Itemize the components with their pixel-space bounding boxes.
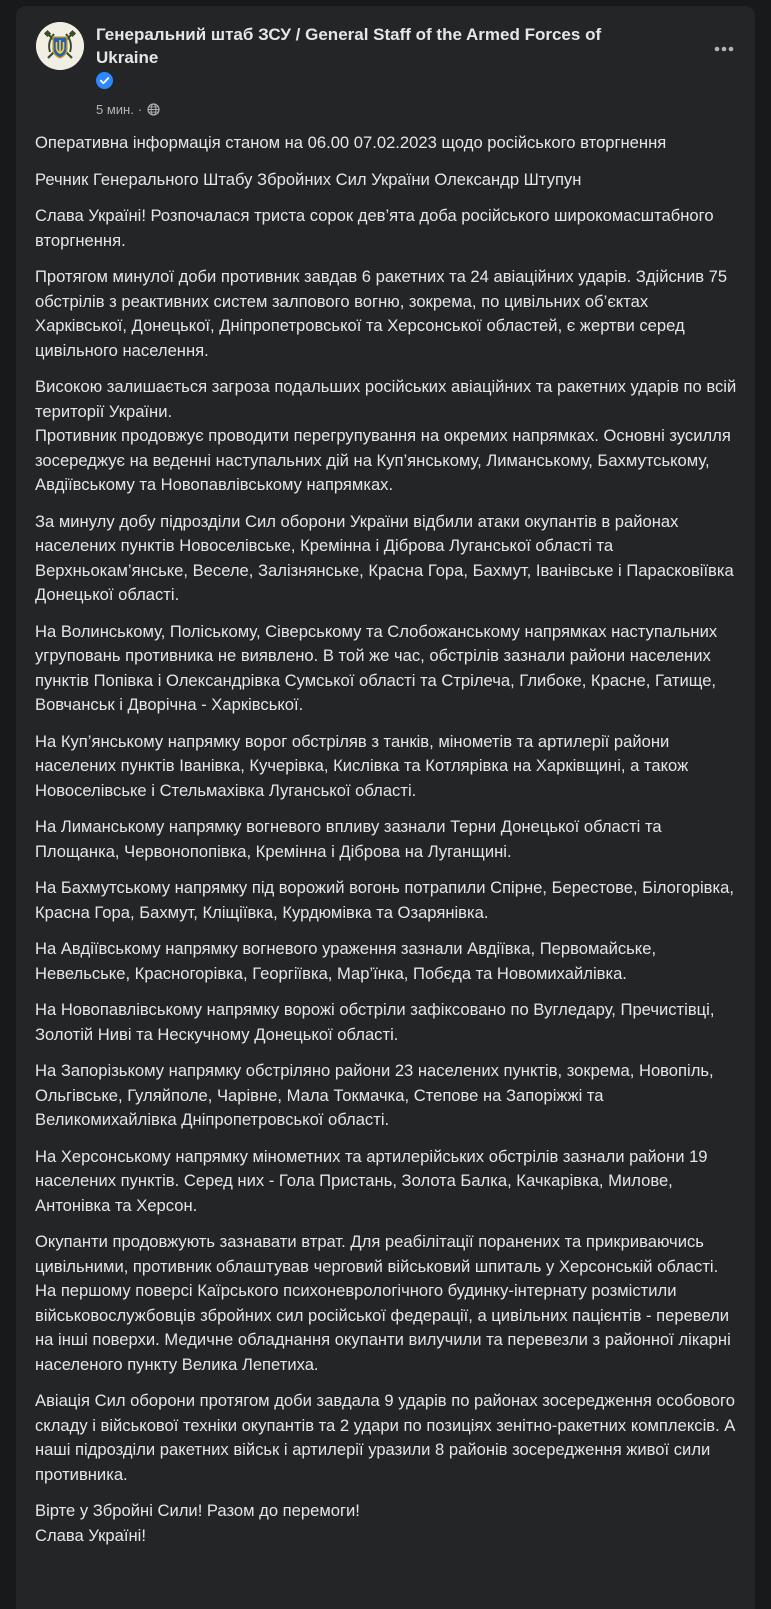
more-options-icon bbox=[714, 46, 734, 52]
more-options-button[interactable] bbox=[706, 31, 742, 67]
post-paragraph: Речник Генерального Штабу Збройних Сил України Олександр Штупун bbox=[35, 169, 582, 189]
post-paragraph: Окупанти продовжують зазнавати втрат. Для реабілітації поранених та прикриваючись цивільними, противник облаштував черговий військовий шпиталь у Херсонській області. На першому поверсі Каїрського психоневрологічного будинку-інтернату розмістили військовослужбовців збройних сил російської федерації, а цивільних пацієнтів - перевели на інші поверхи. Медичне обладнання окупанти вилучили та перевезли з районної лікарні населеного пункту Велика Лепетиха. bbox=[35, 1232, 731, 1374]
verified-badge-icon bbox=[96, 72, 113, 89]
page-name-link[interactable]: Генеральний штаб ЗСУ / General Staff of the Armed Forces of Ukraine bbox=[96, 25, 602, 67]
post-paragraph: На Бахмутському напрямку під ворожий вогонь потрапили Спірне, Берестове, Білогорівка, Красна Гора, Бахмут, Кліщіївка, Курдюмівка та Озарянівка. bbox=[35, 878, 734, 922]
post-text bbox=[35, 131, 740, 1560]
post-paragraph: На Лиманському напрямку вогневого впливу зазнали Терни Донецької області та Площанка, Червонопопівка, Кремінна і Діброва на Луганщині. bbox=[35, 817, 662, 861]
post-card bbox=[16, 6, 755, 1609]
post-meta bbox=[96, 99, 160, 119]
page-avatar[interactable] bbox=[36, 22, 84, 70]
post-paragraph: Протягом минулої доби противник завдав 6 ракетних та 24 авіаційних ударів. Здійснив 75 обстрілів з реактивних систем залпового вогню, зокрема, по цивільних об’єктах Харківської, Донецької, Дніпропетровської та Херсонської областей, є жертви серед цивільного населення. bbox=[35, 267, 728, 360]
post-paragraph: На Волинському, Поліському, Сіверському та Слобожанському напрямках наступальних угруповань противника не виявлено. В той же час, обстрілів зазнали райони населених пунктів Попівка і Олександрівка Сумської області та Стрілеча, Глибоке, Красне, Гатище, Вовчанськ і Дворічна - Харківської. bbox=[35, 621, 718, 714]
post-header bbox=[16, 6, 755, 124]
post-paragraph: Авіація Сил оборони протягом доби завдала 9 ударів по районах зосередження особового складу і військової техніки окупантів та 2 удари по позиціях зенітно-ракетних комплексів. А наші підрозділи ракетних військ і артилерії уразили 8 районів зосередження живої сили противника. bbox=[35, 1391, 736, 1484]
post-paragraph: На Херсонському напрямку мінометних та артилерійських обстрілів зазнали райони 19 населених пунктів. Серед них - Гола Пристань, Золота Балка, Качкарівка, Милове, Антонівка та Херсон. bbox=[35, 1146, 708, 1215]
post-paragraph: На Новопавлівському напрямку ворожі обстріли зафіксовано по Вугледару, Пречистівці, Золотій Ниві та Нескучному Донецької області. bbox=[35, 1000, 715, 1044]
post-paragraph: На Куп’янському напрямку ворог обстріляв з танків, мінометів та артилерії райони населених пунктів Іванівка, Кучерівка, Кислівка та Котлярівка на Харківщині, а також Новоселівське і Стельмахівка Луганської області. bbox=[35, 731, 689, 800]
post-paragraph: Оперативна інформація станом на 06.00 07.02.2023 щодо російського вторгнення bbox=[35, 133, 667, 152]
post-paragraph: Слава Україні! Розпочалася триста сорок дев’ята доба російського широкомасштабного вторгнення. bbox=[35, 206, 714, 250]
meta-separator: · bbox=[137, 101, 143, 117]
post-paragraph: Високою залишається загроза подальших російських авіаційних та ракетних ударів по всій території України. Противник продовжує проводити перегрупування на окремих напрямках. Основні зусилля зосереджує на веденні наступальних дій на Куп’янському, Лиманському, Бахмутському, Авдіївському та Новопавлівському напрямках. bbox=[35, 377, 737, 494]
post-paragraph: Вірте у Збройні Сили! Разом до перемоги! Слава Україні! bbox=[35, 1501, 360, 1545]
globe-icon[interactable] bbox=[147, 103, 160, 116]
post-timestamp[interactable]: 5 мин. bbox=[96, 101, 134, 117]
army-emblem-icon bbox=[36, 22, 84, 70]
post-paragraph: На Авдіївському напрямку вогневого ураження зазнали Авдіївка, Первомайське, Невельське, Красногорівка, Георгіївка, Мар’їнка, Побєда та Новомихайлівка. bbox=[35, 939, 657, 983]
post-paragraph: За минулу добу підрозділи Сил оборони України відбили атаки окупантів в районах населених пунктів Новоселівське, Кремінна і Діброва Луганської області та Верхньокам’янське, Веселе, Залізнянське, Красна Гора, Бахмут, Іванівське і Парасковіївка Донецької області. bbox=[35, 511, 734, 604]
post-paragraph: На Запорізькому напрямку обстріляно райони 23 населених пунктів, зокрема, Новопіль, Ольгівське, Гуляйполе, Чарівне, Мала Токмачка, Степове на Запоріжжі та Великомихайлівка Дніпропетровської області. bbox=[35, 1061, 714, 1129]
